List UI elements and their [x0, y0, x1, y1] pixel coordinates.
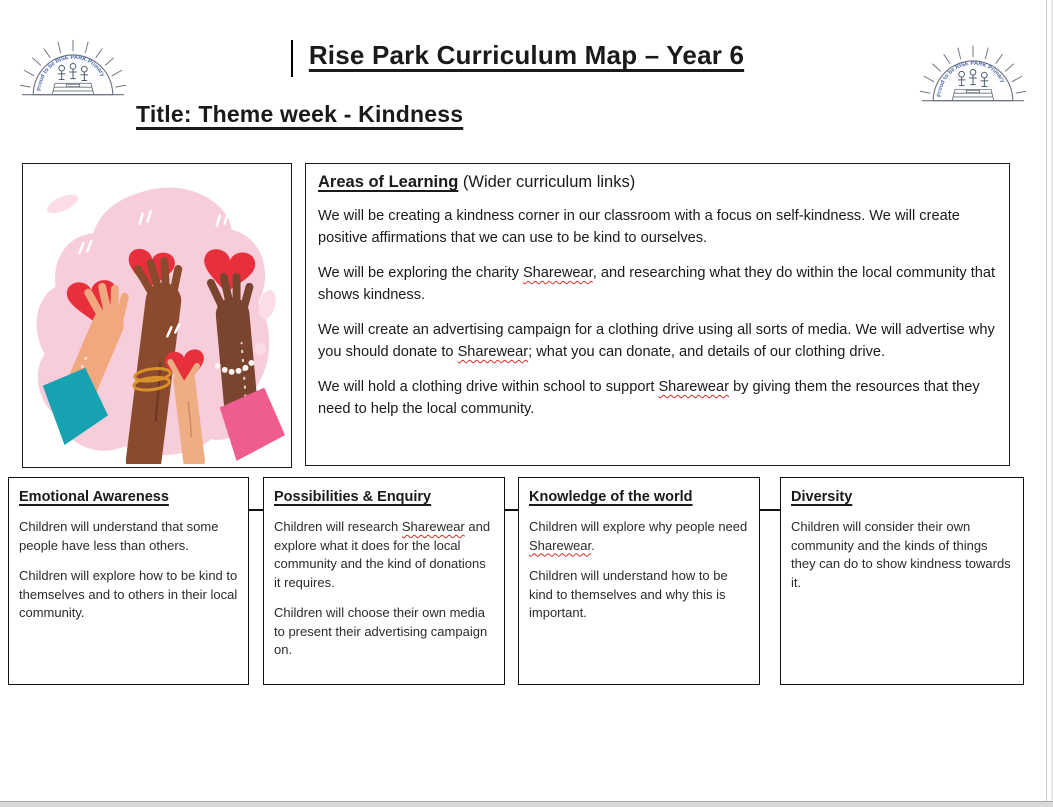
- focus-box-heading[interactable]: Diversity: [791, 489, 853, 505]
- areas-of-learning-heading[interactable]: [318, 173, 997, 192]
- paragraph[interactable]: Children will research Sharewear and explore what it does for the local community and the kind of donations it requires.: [274, 519, 491, 590]
- focus-box-paragraphs: [791, 518, 1014, 592]
- focus-box-knowledge-of-the-world: [518, 477, 760, 685]
- svg-text:Proud to be RISE PARK Primary: Proud to be RISE PARK Primary: [936, 60, 1006, 98]
- focus-box-paragraphs: [19, 518, 239, 623]
- focus-box-possibilities-enquiry: [263, 477, 505, 685]
- kindness-illustration-frame: [22, 163, 292, 468]
- focus-box-heading[interactable]: Knowledge of the world: [529, 489, 693, 505]
- focus-box-heading[interactable]: Emotional Awareness: [19, 489, 169, 505]
- misspelled-word[interactable]: Sharewear: [658, 379, 730, 395]
- misspelled-word[interactable]: Sharewear: [401, 519, 465, 534]
- paragraph[interactable]: Children will explore why people need Sharewear.: [529, 519, 748, 553]
- misspelled-word[interactable]: Sharewear: [522, 265, 593, 281]
- paragraph[interactable]: We will hold a clothing drive within school to support Sharewear by giving them the resources that they need to help the local community.: [318, 379, 980, 417]
- page-subtitle[interactable]: Title: Theme week - Kindness: [136, 101, 464, 127]
- paragraph[interactable]: Children will explore how to be kind to themselves and to others in their local community.: [19, 568, 238, 620]
- paragraph[interactable]: Children will understand that some people have less than others.: [19, 519, 219, 553]
- paragraph[interactable]: We will be creating a kindness corner in our classroom with a focus on self-kindness. We will create positive affirmations that we can use to be kind to ourselves.: [318, 208, 960, 246]
- connector-line: [504, 509, 519, 511]
- paragraph[interactable]: Children will choose their own media to present their advertising campaign on.: [274, 605, 488, 657]
- paragraph[interactable]: We will be exploring the charity Sharewear, and researching what they do within the local community that shows kindness.: [318, 265, 996, 303]
- paragraph[interactable]: We will create an advertising campaign for a clothing drive using all sorts of media. We will advertise why you should donate to Sharewear; what you can donate, and details of our clothing drive.: [318, 322, 995, 360]
- connector-line: [248, 509, 264, 511]
- svg-text:Proud to be RISE PARK Primary: Proud to be RISE PARK Primary: [36, 54, 106, 92]
- misspelled-word[interactable]: Sharewear: [457, 344, 529, 360]
- areas-of-learning-box: [305, 163, 1010, 466]
- page-right-edge: [1046, 0, 1047, 802]
- areas-heading-text[interactable]: Areas of Learning: [318, 173, 459, 191]
- connector-line: [759, 509, 781, 511]
- paragraph[interactable]: Children will understand how to be kind to themselves and why this is important.: [529, 568, 728, 620]
- misspelled-word[interactable]: Sharewear: [529, 537, 592, 553]
- focus-box-heading[interactable]: Possibilities & Enquiry: [274, 489, 432, 505]
- page-title[interactable]: [0, 40, 1053, 71]
- focus-box-diversity: [780, 477, 1024, 685]
- focus-box-paragraphs: [274, 518, 495, 660]
- areas-heading-suffix[interactable]: (Wider curriculum links): [458, 173, 636, 191]
- paragraph[interactable]: Children will consider their own community and the kinds of things they can do to show kindness towards it.: [791, 519, 1011, 590]
- areas-paragraphs: [318, 205, 997, 420]
- page-title-text[interactable]: Rise Park Curriculum Map – Year 6: [308, 40, 745, 70]
- focus-box-paragraphs: [529, 518, 750, 623]
- kindness-hands-illustration: [23, 164, 288, 464]
- focus-box-emotional-awareness: [8, 477, 249, 685]
- page-bottom-edge: [0, 801, 1053, 807]
